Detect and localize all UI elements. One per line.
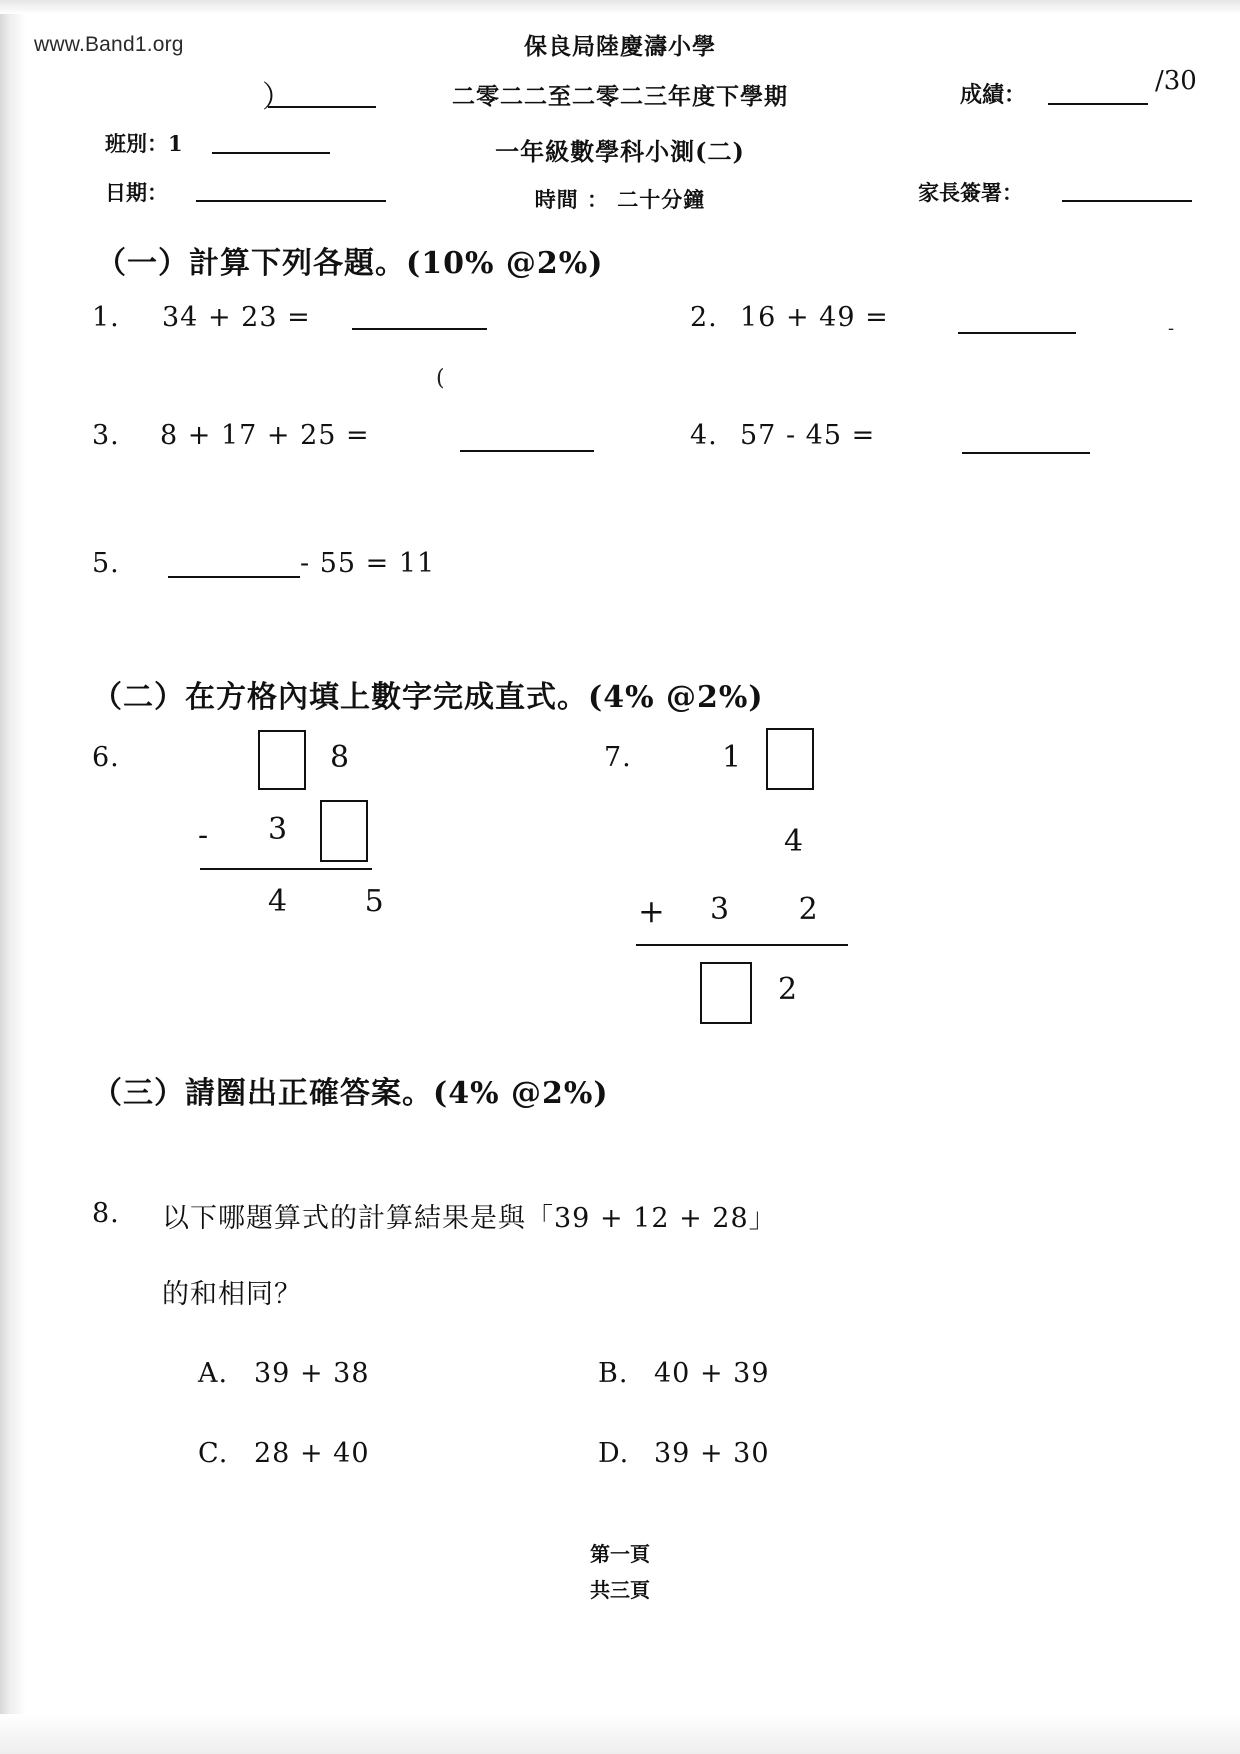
q2-expression: 16 + 49 = xyxy=(740,302,889,333)
q7-number: 7. xyxy=(604,742,632,773)
q8-line1: 以下哪題算式的計算結果是與「39 + 12 + 28」 xyxy=(162,1203,777,1234)
q8-option-b-text[interactable]: 40 + 39 xyxy=(654,1358,770,1389)
score-blank[interactable] xyxy=(1048,103,1148,105)
stray-tick-mark: ( xyxy=(436,366,445,391)
q8-option-a-label[interactable]: A. xyxy=(198,1358,229,1389)
date-blank[interactable] xyxy=(196,200,386,202)
section-one-heading: （一）計算下列各題。(10% @2%) xyxy=(96,246,604,281)
q1-expression: 34 + 23 = xyxy=(162,302,311,333)
q7-addend-mid: 4 xyxy=(784,824,805,859)
q6-digit-tens-mid: 3 xyxy=(268,812,289,847)
scan-edge-left xyxy=(0,0,26,1754)
q1-answer-blank[interactable] xyxy=(352,328,487,330)
section-three-heading: （三）請圈出正確答案。(4% @2%) xyxy=(92,1076,609,1111)
q6-number: 6. xyxy=(92,742,120,773)
q5-answer-blank[interactable] xyxy=(168,576,300,578)
q7-operator: + xyxy=(638,892,666,930)
parent-signature-blank[interactable] xyxy=(1062,200,1192,202)
q3-answer-blank[interactable] xyxy=(460,450,594,452)
q5-number: 5. xyxy=(92,548,120,579)
q5-expression: - 55 = 11 xyxy=(300,548,436,579)
score-total: /30 xyxy=(1155,66,1197,96)
section-two-heading: （二）在方格內填上數字完成直式。(4% @2%) xyxy=(92,680,764,715)
q6-operator: - xyxy=(198,818,210,853)
score-label: 成績： xyxy=(960,82,1027,108)
q4-expression: 57 - 45 = xyxy=(740,420,876,451)
term-line: 二零二二至二零二三年度下學期 xyxy=(452,83,788,110)
paper-title: 一年級數學科小測(二) xyxy=(495,137,745,166)
q7-box-tens-result[interactable] xyxy=(700,962,752,1024)
q7-sum-rule xyxy=(636,944,848,946)
q8-option-c-text[interactable]: 28 + 40 xyxy=(254,1438,370,1469)
q6-box-tens-top[interactable] xyxy=(258,730,306,790)
stray-dash-mark: - xyxy=(1168,318,1175,339)
footer-page-number: 第一頁 xyxy=(590,1542,650,1566)
school-name: 保良局陸慶濤小學 xyxy=(524,33,716,60)
q6-box-ones-mid[interactable] xyxy=(320,800,368,862)
q6-sum-rule xyxy=(200,868,372,870)
class-blank[interactable] xyxy=(212,152,330,154)
q3-number: 3. xyxy=(92,420,120,451)
site-watermark: www.Band1.org xyxy=(34,33,184,56)
q7-addend-bottom: 3 2 xyxy=(710,892,848,927)
q2-answer-blank[interactable] xyxy=(958,332,1076,334)
class-label: 班別：1 xyxy=(105,131,183,156)
q6-digit-ones-top: 8 xyxy=(330,740,351,775)
q4-number: 4. xyxy=(690,420,718,451)
q8-option-d-text[interactable]: 39 + 30 xyxy=(654,1438,770,1469)
q8-option-a-text[interactable]: 39 + 38 xyxy=(254,1358,370,1389)
scan-edge-top xyxy=(0,0,1240,14)
date-label: 日期： xyxy=(105,180,168,205)
stray-paren-mark: ） xyxy=(262,80,292,115)
q8-line2: 的和相同？ xyxy=(162,1279,302,1310)
q8-number: 8. xyxy=(92,1198,120,1229)
q1-number: 1. xyxy=(92,302,120,333)
q8-option-b-label[interactable]: B. xyxy=(598,1358,629,1389)
stray-blank-line xyxy=(268,106,376,108)
q2-number: 2. xyxy=(690,302,718,333)
q7-box-ones-top[interactable] xyxy=(766,728,814,790)
q3-expression: 8 + 17 + 25 = xyxy=(160,420,370,451)
scan-edge-bottom xyxy=(0,1714,1240,1754)
q7-digit-tens-top: 1 xyxy=(722,740,743,775)
footer-total-pages: 共三頁 xyxy=(590,1578,650,1602)
q6-result: 4 5 xyxy=(268,884,418,919)
parent-signature-label: 家長簽署： xyxy=(918,180,1023,205)
q4-answer-blank[interactable] xyxy=(962,452,1090,454)
q8-option-d-label[interactable]: D. xyxy=(598,1438,630,1469)
time-allowed: 時間 ： 二十分鐘 xyxy=(534,187,706,212)
q8-option-c-label[interactable]: C. xyxy=(198,1438,229,1469)
q7-result-ones: 2 xyxy=(778,972,799,1007)
